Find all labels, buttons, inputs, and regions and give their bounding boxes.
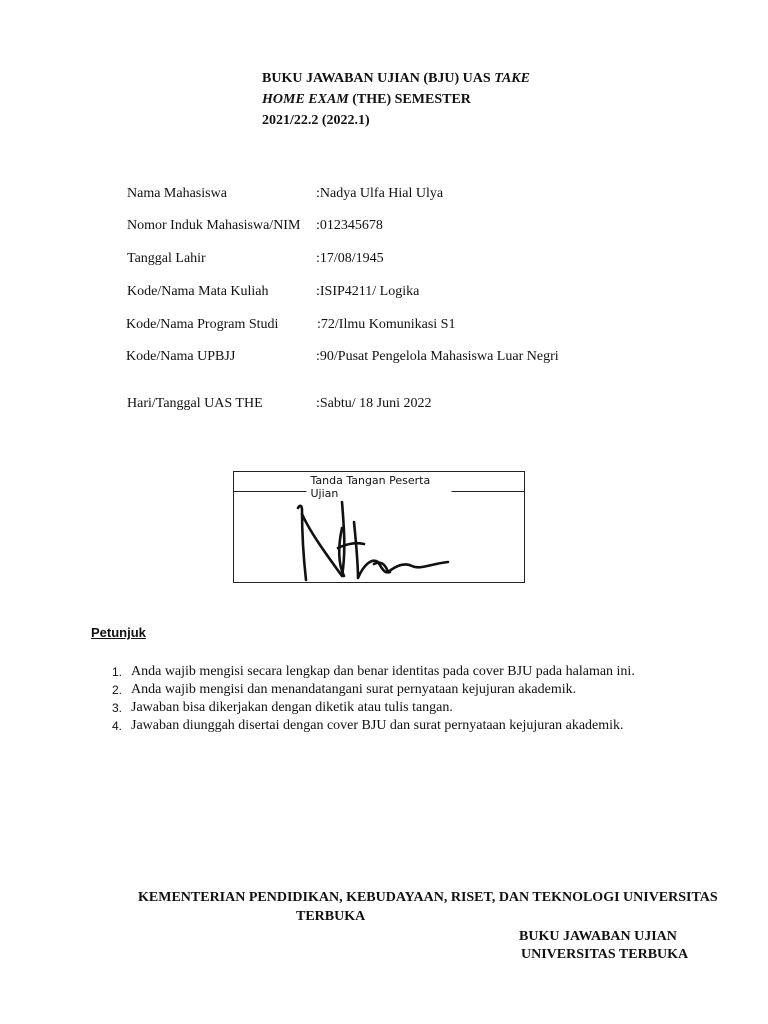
value-nama-mahasiswa: :Nadya Ulfa Hial Ulya — [316, 186, 444, 201]
instruction-item: Anda wajib mengisi dan menandatangani surat pernyataan kejujuran akademik. — [131, 682, 577, 697]
instruction-item: Jawaban diunggah disertai dengan cover BJU dan surat pernyataan kejujuran akademik. — [131, 718, 624, 733]
label-tanggal-lahir: Tanggal Lahir — [127, 251, 206, 266]
instruction-item: Jawaban bisa dikerjakan dengan diketik atau tulis tangan. — [131, 700, 453, 715]
footer-bju-line-1: BUKU JAWABAN UJIAN — [519, 929, 677, 944]
instruction-number: 4. — [111, 719, 122, 733]
instruction-number: 1. — [111, 665, 122, 679]
document-title — [262, 68, 530, 131]
signature-box-title: Tanda Tangan Peserta Ujian — [307, 474, 452, 500]
title-line-2: HOME EXAM (THE) SEMESTER — [262, 92, 471, 107]
value-upbjj: :90/Pusat Pengelola Mahasiswa Luar Negri — [316, 349, 559, 364]
footer-bju-line-2: UNIVERSITAS TERBUKA — [521, 947, 689, 962]
instruction-number: 2. — [111, 683, 122, 697]
value-tanggal-lahir: :17/08/1945 — [316, 251, 384, 266]
value-program-studi: :72/Ilmu Komunikasi S1 — [317, 317, 456, 332]
footer-ministry-line-2: TERBUKA — [296, 909, 366, 924]
label-hari-tanggal: Hari/Tanggal UAS THE — [127, 396, 263, 411]
instructions-heading: Petunjuk — [91, 625, 146, 640]
signature-box-header — [234, 472, 524, 500]
footer-ministry-line-1: KEMENTERIAN PENDIDIKAN, KEBUDAYAAN, RISET, DAN TEKNOLOGI UNIVERSITAS — [138, 890, 718, 905]
value-mata-kuliah: :ISIP4211/ Logika — [316, 284, 420, 299]
label-nama-mahasiswa: Nama Mahasiswa — [127, 186, 227, 201]
instruction-item: Anda wajib mengisi secara lengkap dan benar identitas pada cover BJU pada halaman ini. — [131, 664, 635, 679]
signature-box — [233, 471, 525, 583]
label-mata-kuliah: Kode/Nama Mata Kuliah — [127, 284, 269, 299]
title-line-3: 2021/22.2 (2022.1) — [262, 113, 370, 128]
value-nim: :012345678 — [316, 218, 383, 233]
title-line-1: BUKU JAWABAN UJIAN (BJU) UAS TAKE — [262, 71, 530, 86]
label-upbjj: Kode/Nama UPBJJ — [126, 349, 236, 364]
value-hari-tanggal: :Sabtu/ 18 Juni 2022 — [316, 396, 432, 411]
instruction-number: 3. — [111, 701, 122, 715]
handwritten-signature — [234, 492, 524, 582]
label-nim: Nomor Induk Mahasiswa/NIM — [127, 218, 301, 233]
label-program-studi: Kode/Nama Program Studi — [126, 317, 279, 332]
